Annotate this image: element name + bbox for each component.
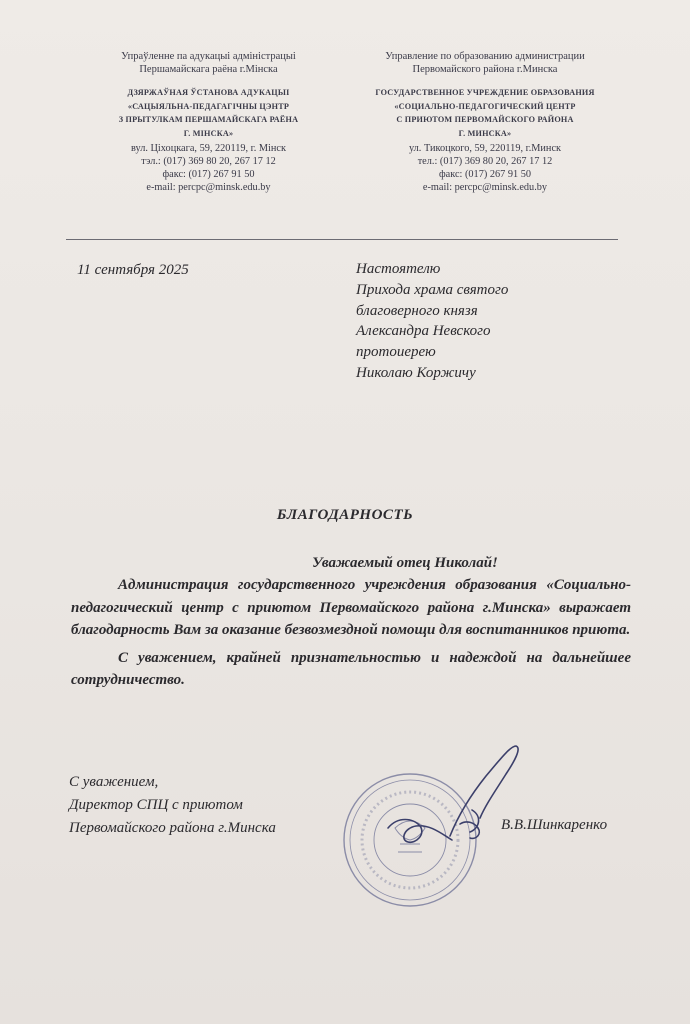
fax: факс: (017) 267 91 50 xyxy=(162,169,255,180)
contact-block xyxy=(96,142,321,194)
dept-line: Упраўленне па адукацыі адміністрацыі xyxy=(121,51,296,62)
signer-name: В.В.Шинкаренко xyxy=(501,817,608,833)
closing-line: Директор СПЦ с приютом xyxy=(69,797,243,813)
institution-name xyxy=(96,86,321,140)
body-paragraph: Администрация государственного учреждения образования «Социально-педагогический центр с приютом Первомайского района г.Минска» выражает благодарность Вам за оказание безвозмездной помощи для воспитанников приюта. xyxy=(71,577,631,638)
letter-date: 11 сентября 2025 xyxy=(77,262,189,278)
closing-block xyxy=(69,771,276,840)
email: e-mail: percpc@minsk.edu.by xyxy=(422,182,548,193)
institution-line: «САЦЫЯЛЬНА-ПЕДАГАГІЧНЫ ЦЭНТР xyxy=(127,101,290,111)
dept-line: Першамайскага раёна г.Мінска xyxy=(139,64,278,75)
dept-line: Управление по образованию администрации xyxy=(385,51,585,62)
addressee-line: протоиерею xyxy=(356,344,436,361)
addressee-line: Настоятелю xyxy=(356,261,441,277)
institution-line: З ПРЫТУЛКАМ ПЕРШАМАЙСКАГА РАЁНА xyxy=(118,115,299,124)
dept-line: Первомайского района г.Минска xyxy=(412,64,558,75)
email: e-mail: percpc@minsk.edu.by xyxy=(146,182,271,193)
addressee-line: Александра Невского xyxy=(356,323,491,340)
letterhead-belarusian xyxy=(96,50,321,194)
letter-body xyxy=(71,574,631,692)
handwritten-signature xyxy=(388,746,518,842)
institution-line: Г. МІНСКА» xyxy=(183,128,234,138)
letterhead-russian xyxy=(350,50,620,194)
institution-line: Г. МИНСКА» xyxy=(458,128,512,138)
phone: тел.: (017) 369 80 20, 267 17 12 xyxy=(417,156,553,167)
document-title: БЛАГОДАРНОСТЬ xyxy=(276,507,414,523)
institution-name xyxy=(350,86,620,140)
addressee-line: Николаю Коржичу xyxy=(356,364,476,381)
addressee-line: благоверного князя xyxy=(356,302,478,319)
phone: тэл.: (017) 369 80 20, 267 17 12 xyxy=(141,156,276,167)
institution-line: ГОСУДАРСТВЕННОЕ УЧРЕЖДЕНИЕ ОБРАЗОВАНИЯ xyxy=(375,88,595,97)
institution-line: ДЗЯРЖАЎНАЯ ЎСТАНОВА АДУКАЦЫІ xyxy=(127,88,290,97)
address: ул. Тикоцкого, 59, 220119, г.Минск xyxy=(408,143,562,154)
closing-line: Первомайского района г.Минска xyxy=(69,820,276,836)
fax: факс: (017) 267 91 50 xyxy=(438,169,532,180)
institution-line: С ПРИЮТОМ ПЕРВОМАЙСКОГО РАЙОНА xyxy=(396,115,574,124)
contact-block xyxy=(350,142,620,194)
institution-line: «СОЦИАЛЬНО-ПЕДАГОГИЧЕСКИЙ ЦЕНТР xyxy=(394,101,576,111)
address: вул. Ціхоцкага, 59, 220119, г. Мінск xyxy=(131,143,286,154)
header-divider xyxy=(66,239,618,240)
closing-line: С уважением, xyxy=(69,774,159,790)
body-paragraph: С уважением, крайней признательностью и надеждой на дальнейшее сотрудничество. xyxy=(71,649,631,688)
addressee-line: Прихода храма святого xyxy=(356,281,509,298)
salutation: Уважаемый отец Николай! xyxy=(312,555,498,571)
addressee-block xyxy=(356,259,616,384)
